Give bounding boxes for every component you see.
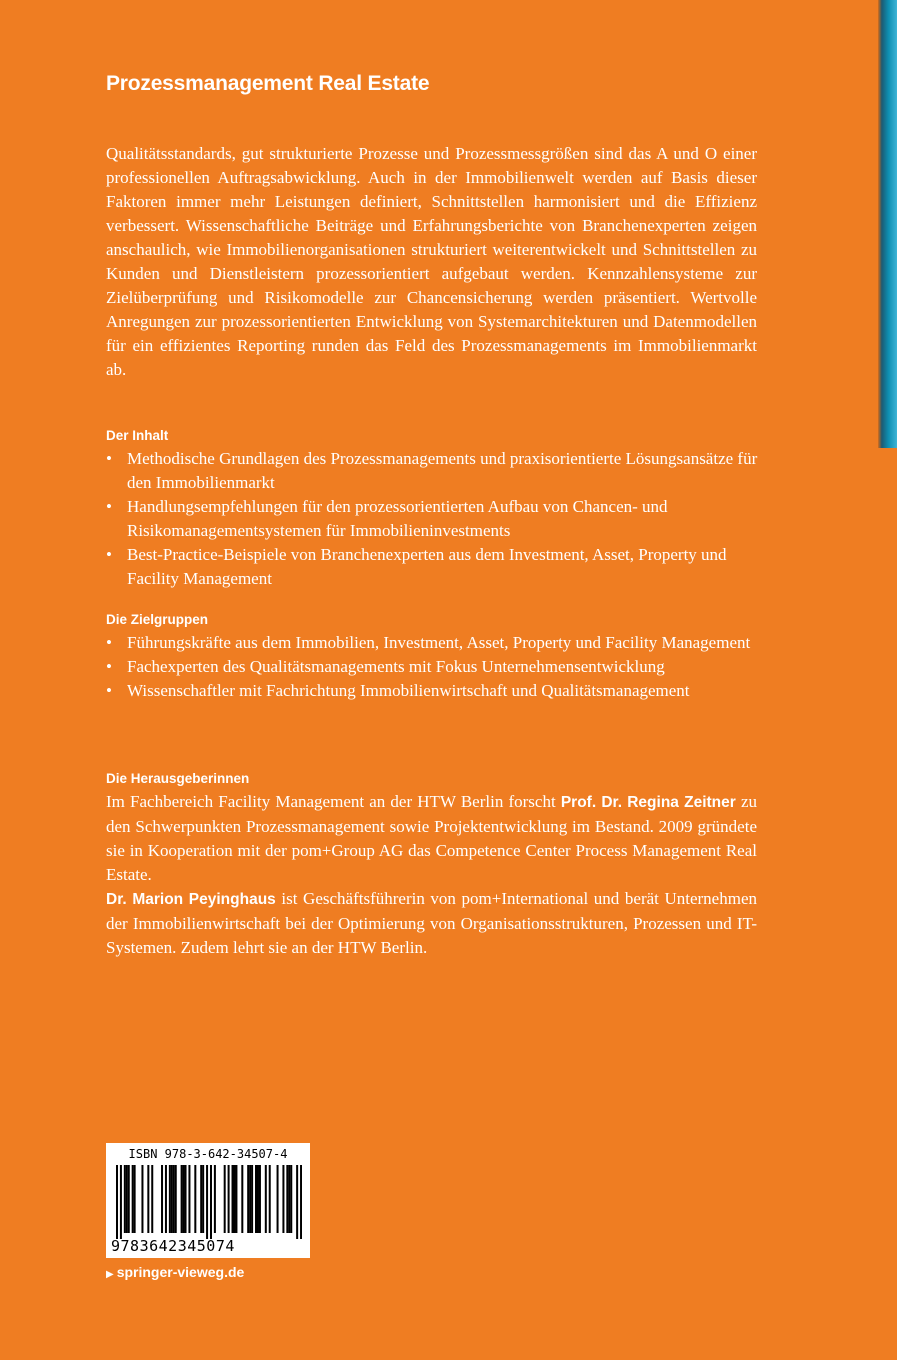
bullet-icon: • (106, 449, 112, 468)
list-item: • Methodische Grundlagen des Prozessmanagements und praxisorientierte Lösungsansätze für den Immobilienmarkt (106, 449, 758, 492)
barcode-bar (183, 1165, 185, 1233)
barcode-bar (210, 1165, 212, 1239)
barcode-bar (241, 1165, 243, 1233)
editors-bio: Im Fachbereich Facility Management an der HTW Berlin forscht Prof. Dr. Regina Zeitner zu den Schwerpunkten Prozessmanagement sowie Projektentwicklung im Bestand. 2009 gründete sie in Kooperation mit der pom+Group AG das Competence Center Process Management Real Estate. Dr. Marion Peyinghaus ist Geschäftsführerin von pom+International und berät Unternehmen der Immobilienwirtschaft bei der Optimierung von Organisationsstrukturen, Prozessen und IT-Systemen. Zudem lehrt sie an der HTW Berlin. (106, 792, 758, 957)
barcode-bar (126, 1165, 128, 1233)
barcode-bar (286, 1165, 288, 1233)
barcode-bar (128, 1165, 130, 1233)
list-item: • Best-Practice-Beispiele von Branchenexperten aus dem Investment, Asset, Property und Facility Management (106, 545, 727, 588)
list-item: • Führungskräfte aus dem Immobilien, Investment, Asset, Property und Facility Management (106, 631, 766, 655)
barcode-bar (132, 1165, 134, 1233)
book-title: Prozessmanagement Real Estate (106, 72, 430, 95)
barcode-bar (200, 1165, 202, 1233)
ean-digits: 9783642345074 (111, 1237, 235, 1255)
list-item: • Handlungsempfehlungen für den prozessorientierten Aufbau von Chancen- und Risikomanagementsystemen für Immobilieninvestments (106, 497, 668, 540)
barcode-bar (194, 1165, 196, 1233)
barcode-bar (181, 1165, 183, 1233)
barcode-bar (277, 1165, 279, 1233)
barcode-bar (224, 1165, 226, 1233)
barcode-bar (233, 1165, 235, 1233)
arrow-right-icon: ▶ (106, 1269, 114, 1280)
bullet-icon: • (106, 545, 112, 564)
zielgruppen-heading: Die Zielgruppen (106, 612, 209, 627)
barcode-bar (247, 1165, 249, 1233)
barcode-bar (288, 1165, 290, 1233)
barcode-bar (175, 1165, 177, 1233)
barcode-bar (169, 1165, 171, 1233)
isbn-barcode (106, 1143, 310, 1258)
barcode-bar (161, 1165, 163, 1233)
barcode-bar (290, 1165, 292, 1233)
barcode-bar (206, 1165, 208, 1239)
barcode-bar (300, 1165, 302, 1239)
intro-paragraph: Qualitätsstandards, gut strukturierte Prozesse und Prozessmessgrößen sind das A und O einer professionellen Auftragsabwicklung. Auch in der Immobilienwelt werden auf Basis dieser Faktoren immer mehr Leistungen definiert, Schnittstellen harmonisiert und die Effizienz verbessert. Wissenschaftliche Beiträge und Erfahrungsberichte von Branchenexperten zeigen anschaulich, wie Immobilienorganisationen strukturiert weiterentwickelt und Schnittstellen zu Kunden und Dienstleistern prozessorientiert aufgebaut werden. Kennzahlensysteme zur Zielüberprüfung und Risikomodelle zur Chancensicherung werden präsentiert. Wertvolle Anregungen zur prozessorientierten Entwicklung von Systemarchitekturen und Datenmodellen für ein effizientes Reporting runden das Feld des Prozessmanagements im Immobilienmarkt ab. (106, 144, 757, 379)
barcode-bar (141, 1165, 143, 1233)
barcode-bar (232, 1165, 234, 1233)
barcode-bar (120, 1165, 122, 1239)
publisher-website[interactable]: ▶ springer-vieweg.de (106, 1264, 245, 1280)
barcode-bar (124, 1165, 126, 1233)
barcode-bar (228, 1165, 230, 1233)
bullet-icon: • (106, 497, 112, 516)
list-item: • Wissenschaftler mit Fachrichtung Immobilienwirtschaft und Qualitätsmanagement (106, 679, 766, 703)
spine-color-band (878, 0, 897, 448)
barcode-bar (214, 1165, 216, 1233)
bullet-icon: • (106, 633, 112, 652)
barcode-bar (269, 1165, 271, 1233)
barcode-bar (255, 1165, 257, 1233)
barcode-bar (259, 1165, 261, 1233)
barcode-bar (188, 1165, 190, 1233)
barcode-bar (296, 1165, 298, 1239)
barcode-bar (235, 1165, 237, 1233)
barcode-bar (249, 1165, 251, 1233)
inhalt-list (106, 447, 766, 591)
barcode-bar (185, 1165, 187, 1233)
zielgruppen-list (106, 631, 766, 703)
barcode-bar (171, 1165, 173, 1233)
barcode-bars (116, 1165, 302, 1239)
barcode-bar (147, 1165, 149, 1233)
inhalt-heading: Der Inhalt (106, 428, 169, 443)
editor-name: Dr. Marion Peyinghaus (106, 891, 276, 908)
bullet-icon: • (106, 657, 112, 676)
barcode-bar (257, 1165, 259, 1233)
barcode-bar (151, 1165, 153, 1233)
barcode-bar (265, 1165, 267, 1233)
barcode-bar (116, 1165, 118, 1239)
barcode-bar (134, 1165, 136, 1233)
barcode-bar (282, 1165, 284, 1233)
barcode-bar (165, 1165, 167, 1233)
barcode-bar (251, 1165, 253, 1233)
bullet-icon: • (106, 681, 112, 700)
herausgeberinnen-heading: Die Herausgeberinnen (106, 771, 250, 786)
list-item: • Fachexperten des Qualitätsmanagements mit Fokus Unternehmensentwicklung (106, 655, 766, 679)
barcode-bar (173, 1165, 175, 1233)
editor-name: Prof. Dr. Regina Zeitner (560, 794, 736, 811)
isbn-label: ISBN 978-3-642-34507-4 (128, 1147, 288, 1161)
barcode-bar (202, 1165, 204, 1233)
